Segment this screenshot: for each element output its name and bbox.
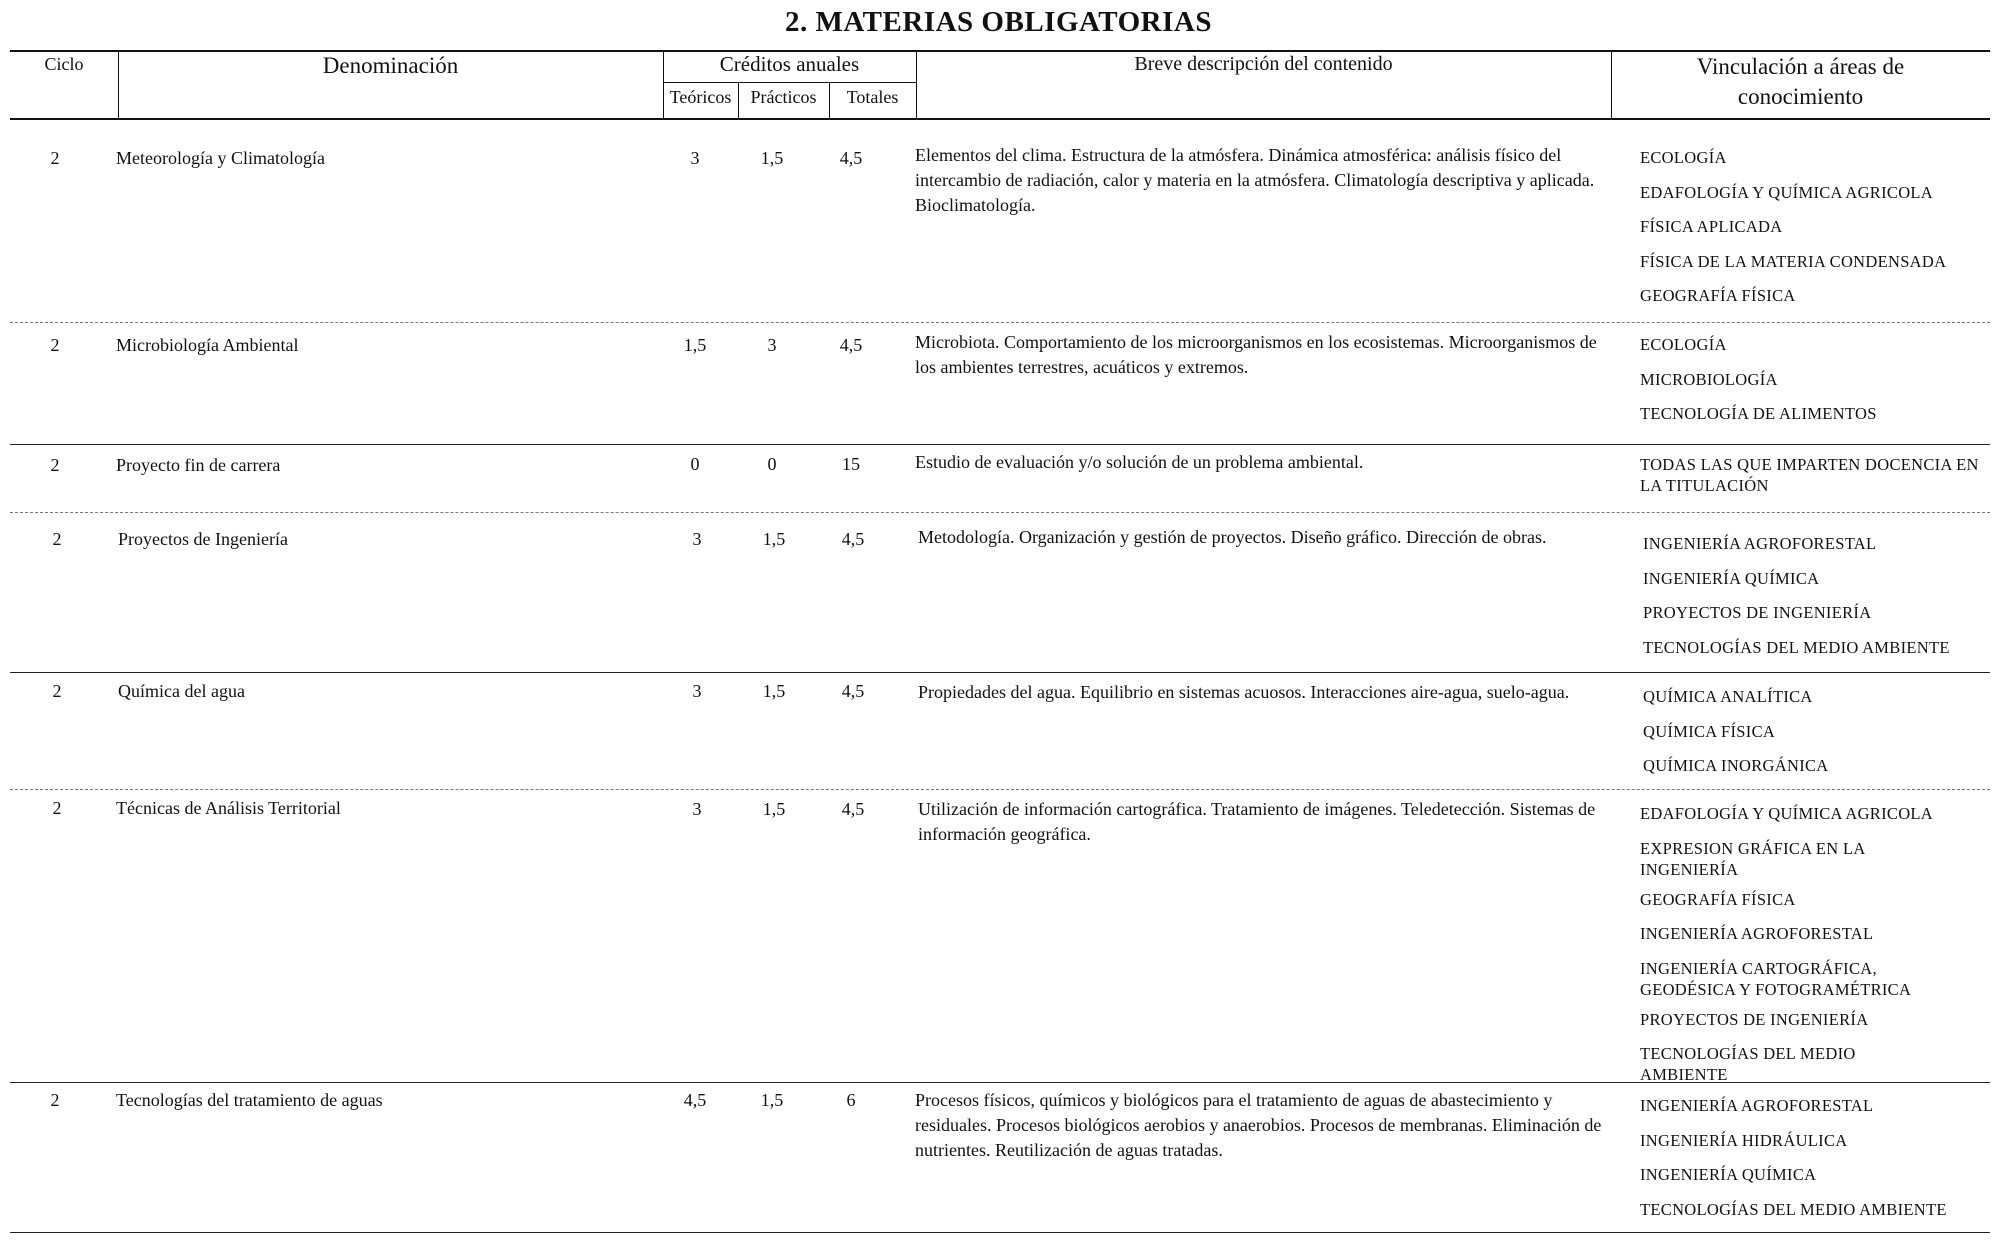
row-practicos: 1,5 <box>762 681 786 701</box>
header-teoricos: Teóricos <box>669 87 732 107</box>
area-item: ECOLOGÍA <box>1640 148 1727 167</box>
header-descripcion: Breve descripción del contenido <box>1134 53 1393 75</box>
row-ciclo: 2 <box>50 335 60 355</box>
row-denominacion: Técnicas de Análisis Territorial <box>116 798 341 818</box>
row-totales: 15 <box>842 454 860 474</box>
header-creditos-subrule <box>663 82 916 83</box>
area-item: GEOGRAFÍA FÍSICA <box>1640 286 1796 305</box>
row-teoricos: 4,5 <box>683 1090 707 1110</box>
row-descripcion: Utilización de información cartográfica. Tratamiento de imágenes. Teledetección. Sistemas de información geográfica. <box>918 799 1596 844</box>
area-item: TECNOLOGÍA DE ALIMENTOS <box>1640 404 1877 423</box>
header-denominacion: Denominación <box>322 53 459 78</box>
row-totales: 4,5 <box>839 148 863 168</box>
row-denominacion: Microbiología Ambiental <box>116 335 299 355</box>
area-item: EDAFOLOGÍA Y QUÍMICA AGRICOLA <box>1640 182 1934 202</box>
table-bottom-rule <box>10 1232 1990 1233</box>
area-item: TECNOLOGÍAS DEL MEDIO AMBIENTE <box>1643 637 1950 657</box>
row-areas <box>1643 533 1993 671</box>
header-ciclo: Ciclo <box>44 54 84 74</box>
row-ciclo: 2 <box>50 455 60 475</box>
page-title: 2. MATERIAS OBLIGATORIAS <box>785 6 1212 38</box>
row-practicos: 1,5 <box>760 1090 784 1110</box>
area-item: EDAFOLOGÍA Y QUÍMICA AGRICOLA <box>1640 804 1934 823</box>
header-top-rule <box>10 50 1990 52</box>
row-practicos: 3 <box>767 335 777 355</box>
row-teoricos: 0 <box>690 454 700 474</box>
row-denominacion: Proyectos de Ingeniería <box>118 529 288 549</box>
area-item: INGENIERÍA AGROFORESTAL <box>1640 1096 1874 1115</box>
area-item: EXPRESION GRÁFICA EN LA INGENIERÍA <box>1640 838 1865 879</box>
row-separator <box>10 1082 1990 1083</box>
row-denominacion: Química del agua <box>118 681 245 701</box>
header-vinculacion-line2: conocimiento <box>1737 84 1864 109</box>
area-item: INGENIERÍA QUÍMICA <box>1640 1165 1817 1184</box>
row-practicos: 1,5 <box>760 148 784 168</box>
area-item: QUÍMICA INORGÁNICA <box>1643 756 1829 775</box>
row-descripcion: Elementos del clima. Estructura de la atmósfera. Dinámica atmosférica: análisis físico del intercambio de radiación, calor y materia en la atmósfera. Climatología descriptiva y aplicada. Bioclimatología. <box>915 145 1595 215</box>
area-item: INGENIERÍA HIDRÁULICA <box>1640 1130 1848 1150</box>
row-ciclo: 2 <box>50 148 60 168</box>
row-practicos: 0 <box>767 454 777 474</box>
row-teoricos: 3 <box>692 799 702 819</box>
row-separator <box>10 789 1990 790</box>
row-descripcion: Metodología. Organización y gestión de proyectos. Diseño gráfico. Dirección de obras. <box>918 527 1547 547</box>
area-item: TODAS LAS QUE IMPARTEN DOCENCIA EN LA TITULACIÓN <box>1640 455 1979 495</box>
row-teoricos: 3 <box>690 148 700 168</box>
row-teoricos: 3 <box>692 529 702 549</box>
row-descripcion: Microbiota. Comportamiento de los microorganismos en los ecosistemas. Microorganismos de los ambientes terrestres, acuáticos y extremos. <box>915 332 1597 377</box>
row-totales: 4,5 <box>841 529 865 549</box>
header-creditos: Créditos anuales <box>719 52 860 76</box>
row-ciclo: 2 <box>52 798 62 818</box>
row-separator <box>10 444 1990 445</box>
area-item: MICROBIOLOGÍA <box>1640 369 1778 389</box>
area-item: INGENIERÍA QUÍMICA <box>1643 568 1820 588</box>
row-denominacion: Proyecto fin de carrera <box>116 455 281 475</box>
row-areas <box>1640 334 1990 438</box>
area-item: INGENIERÍA AGROFORESTAL <box>1640 924 1874 943</box>
row-ciclo: 2 <box>52 529 62 549</box>
area-item: QUÍMICA ANALÍTICA <box>1643 687 1813 706</box>
row-totales: 4,5 <box>841 681 865 701</box>
row-areas <box>1640 147 1990 320</box>
row-teoricos: 3 <box>692 681 702 701</box>
row-denominacion: Tecnologías del tratamiento de aguas <box>116 1090 383 1110</box>
row-areas <box>1643 686 1993 790</box>
row-totales: 6 <box>846 1090 856 1110</box>
row-ciclo: 2 <box>52 681 62 701</box>
area-item: TECNOLOGÍAS DEL MEDIO AMBIENTE <box>1640 1199 1947 1219</box>
area-item: PROYECTOS DE INGENIERÍA <box>1640 1009 1869 1029</box>
row-areas <box>1640 1095 1990 1233</box>
area-item: PROYECTOS DE INGENIERÍA <box>1643 603 1872 622</box>
area-item: FÍSICA APLICADA <box>1640 217 1783 236</box>
header-practicos: Prácticos <box>750 87 817 107</box>
row-areas <box>1640 454 1980 510</box>
area-item: TECNOLOGÍAS DEL MEDIO AMBIENTE <box>1640 1044 1856 1084</box>
row-teoricos: 1,5 <box>683 335 707 355</box>
area-item: INGENIERÍA AGROFORESTAL <box>1643 534 1877 553</box>
row-separator <box>10 672 1990 673</box>
row-practicos: 1,5 <box>762 799 786 819</box>
row-descripcion: Propiedades del agua. Equilibrio en sistemas acuosos. Interacciones aire-agua, suelo-agua. <box>918 682 1570 702</box>
row-practicos: 1,5 <box>762 529 786 549</box>
row-totales: 4,5 <box>839 335 863 355</box>
row-descripcion: Estudio de evaluación y/o solución de un problema ambiental. <box>915 452 1364 472</box>
area-item: GEOGRAFÍA FÍSICA <box>1640 889 1796 909</box>
row-denominacion: Meteorología y Climatología <box>116 148 325 168</box>
row-areas <box>1640 803 1940 1099</box>
header-totales: Totales <box>846 87 899 107</box>
row-totales: 4,5 <box>841 799 865 819</box>
header-bottom-rule <box>10 118 1990 120</box>
area-item: ECOLOGÍA <box>1640 335 1727 354</box>
area-item: QUÍMICA FÍSICA <box>1643 721 1776 741</box>
row-descripcion: Procesos físicos, químicos y biológicos para el tratamiento de aguas de abastecimiento y residuales. Procesos biológicos aerobios y anaerobios. Procesos de membranas. Eliminación de nutrientes. Reutilización de aguas tratadas. <box>915 1090 1602 1160</box>
area-item: INGENIERÍA CARTOGRÁFICA, GEODÉSICA Y FOTOGRAMÉTRICA <box>1640 958 1912 999</box>
header-vinculacion-line1: Vinculación a áreas de <box>1696 54 1905 79</box>
row-separator <box>10 322 1990 323</box>
row-ciclo: 2 <box>50 1090 60 1110</box>
row-separator <box>10 512 1990 513</box>
area-item: FÍSICA DE LA MATERIA CONDENSADA <box>1640 251 1947 271</box>
